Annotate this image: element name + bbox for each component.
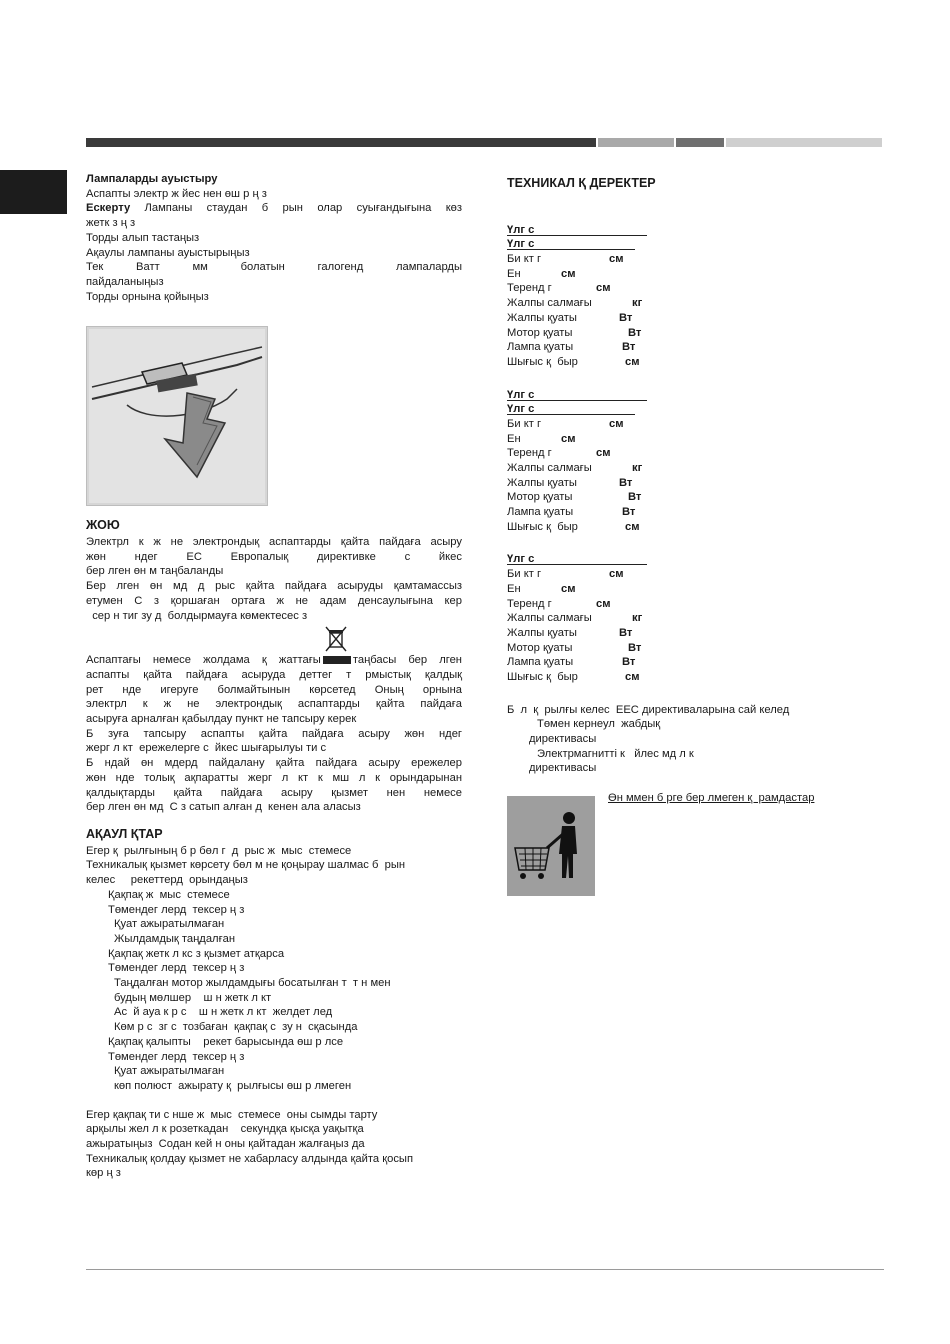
spec-table xyxy=(507,223,877,370)
spec-row xyxy=(507,505,877,520)
text-line: бер лген өн м таңбаланды xyxy=(86,565,224,578)
spec-row xyxy=(507,582,877,597)
spec-unit: Вт xyxy=(622,341,636,354)
troubleshoot-item: Жылдамдық таңдалған xyxy=(114,932,236,945)
directive-line: Электрмагниттi к йлес мд л к xyxy=(537,747,694,760)
spec-unit: см xyxy=(596,447,611,460)
spec-unit: см xyxy=(609,253,624,266)
spec-row xyxy=(507,597,877,612)
directive-line: директивасы xyxy=(529,762,597,775)
lamp-step: Ақаулы лампаны ауыстырыңыз xyxy=(86,246,250,259)
spec-unit: Вт xyxy=(628,641,642,654)
spec-row xyxy=(507,432,877,447)
text-line: сер н тиг зу д болдырмауға көмектесес з xyxy=(86,609,308,622)
spec-unit: см xyxy=(609,568,624,581)
lamp-step: Торды орнына қойыңыз xyxy=(86,290,209,303)
spec-label: Жалпы салмағы xyxy=(507,462,592,475)
directive-line: директивасы xyxy=(529,733,597,746)
disposal-paragraph-2 xyxy=(86,653,462,815)
troubleshoot-item: будың мөлшер ш н жетк л кт xyxy=(114,991,272,1004)
spec-unit: Вт xyxy=(628,491,642,504)
text-line: Техникалық қолдау қызмет не хабарласу алдында қайта қосып xyxy=(86,1152,414,1165)
spec-unit: Вт xyxy=(619,626,633,639)
text-line: жөн ндег ЕС Европалық директивке с йкес xyxy=(86,550,462,563)
disposal-paragraph-1 xyxy=(86,535,462,623)
model-label: Үлг с xyxy=(507,388,877,403)
footer-rule xyxy=(86,1269,884,1270)
text-line: етумен С з қоршаған ортаға ж не адам денсаулығына кер xyxy=(86,594,462,607)
spec-table xyxy=(507,552,877,684)
spec-unit: Вт xyxy=(622,506,636,519)
spec-row xyxy=(507,626,877,641)
model-label: Үлг с xyxy=(507,223,877,238)
spec-label: Би кт г xyxy=(507,253,542,266)
spec-row xyxy=(507,520,877,535)
text-line: арқылы жел л к розеткадан секундқа қысқа уақытқа xyxy=(86,1123,364,1136)
spec-label: Жалпы қуаты xyxy=(507,311,577,324)
spec-row xyxy=(507,267,877,282)
spec-label: Ен xyxy=(507,267,521,280)
spec-row xyxy=(507,311,877,326)
spec-row xyxy=(507,296,877,311)
spec-unit: кг xyxy=(632,297,643,310)
spec-row xyxy=(507,417,877,432)
lamp-warning-cont: жетк з ң з xyxy=(86,217,136,230)
spec-unit: см xyxy=(596,597,611,610)
header-band-dark xyxy=(86,138,596,147)
left-column xyxy=(86,172,462,1181)
text-line xyxy=(86,653,462,668)
spec-row xyxy=(507,611,877,626)
text-line: электрл к ж не электрондық аспаптарды қайта пайдаға xyxy=(86,698,462,711)
spec-row xyxy=(507,461,877,476)
spec-unit: см xyxy=(561,267,576,280)
spec-unit: Вт xyxy=(622,656,636,669)
troubleshoot-item: Қуат ажыратылмаған xyxy=(114,918,225,931)
spec-row xyxy=(507,252,877,267)
troubleshoot-item: Төмендег лерд тексер ң з xyxy=(108,962,245,975)
model-label: Үлг с xyxy=(507,552,877,567)
troubleshoot-item: Таңдалған мотор жылдамдығы босатылған т т н мен xyxy=(114,977,391,990)
spec-label: Теренд г xyxy=(507,597,552,610)
warning-label: Ескерту xyxy=(86,202,131,215)
troubleshoot-item: Көм р с зг с тозбаған қақпақ с зу н сқасында xyxy=(114,1021,358,1034)
spec-tables xyxy=(507,223,877,685)
spec-label: Ен xyxy=(507,582,521,595)
lamp-warning xyxy=(86,201,462,216)
text-line: асыруға арналған қабылдау пункт не тапсыру керек xyxy=(86,713,357,726)
troubleshoot-intro xyxy=(86,844,462,888)
spec-label: Жалпы қуаты xyxy=(507,626,577,639)
spec-label: Ен xyxy=(507,432,521,445)
troubleshoot-item: көп полюст ажырату қ рылғысы өш р лмеген xyxy=(114,1079,352,1092)
model-underline xyxy=(507,400,647,401)
troubleshoot-item: Қақпақ ж мыс стемесе xyxy=(108,888,230,901)
spec-row xyxy=(507,655,877,670)
text-line: жерг л кт ережелерге с йкес шығарылуы ти с xyxy=(86,742,327,755)
spec-unit: см xyxy=(561,432,576,445)
text-line: рет нде игеруге болмайтынын көрсетед Оның орнына xyxy=(86,683,462,696)
model-label: Үлг с xyxy=(507,237,877,252)
spec-unit: Вт xyxy=(628,326,642,339)
directive-line: Төмен кернеул жабдық xyxy=(537,718,661,731)
spec-label: Шығыс қ быр xyxy=(507,520,578,533)
troubleshoot-title: АҚАУЛ ҚТАР xyxy=(86,826,163,841)
text-line: Егер қ рылғының б р бөл г д рыс ж мыс стемесе xyxy=(86,844,352,857)
spec-table xyxy=(507,388,877,535)
spec-row xyxy=(507,446,877,461)
text-line: аспапты қайта пайдаға асыруда деттег т рмыстық қалдық xyxy=(86,668,462,681)
lamp-diagram-svg xyxy=(87,327,267,505)
troubleshoot-item: Төмендег лерд тексер ң з xyxy=(108,903,245,916)
lamp-step: Аспапты электр ж йес нен өш р ң з xyxy=(86,187,267,200)
text-line: Б зуға тапсыру аспапты қайта пайдаға асыру жөн ндег xyxy=(86,727,462,740)
spec-label: Лампа қуаты xyxy=(507,341,574,354)
spec-unit: см xyxy=(609,417,624,430)
spec-unit: Вт xyxy=(619,311,633,324)
text-line: Егер қақпақ ти с нше ж мыс стемесе оны сымды тарту xyxy=(86,1108,378,1121)
spec-unit: см xyxy=(625,520,640,533)
spec-label: Би кт г xyxy=(507,417,542,430)
troubleshoot-outro xyxy=(86,1108,462,1182)
troubleshoot-item: Ас й ауа к р с ш н жетк л кт желдет лед xyxy=(114,1006,333,1019)
lamp-section-title: Лампаларды ауыстыру xyxy=(86,173,218,185)
lamp-step: Тек Ватт мм болатын галогенд лампаларды xyxy=(86,261,462,274)
model-underline xyxy=(507,249,635,250)
lamp-step: пайдаланыңыз xyxy=(86,275,164,288)
spec-unit: см xyxy=(596,282,611,295)
weee-icon-row xyxy=(86,623,462,653)
spec-label: Теренд г xyxy=(507,447,552,460)
warning-text: Лампаны стаудан б рын олар суығандығына көз xyxy=(144,202,462,215)
spec-row xyxy=(507,340,877,355)
disposal-title: ЖОЮ xyxy=(86,518,120,533)
spec-label: Шығыс қ быр xyxy=(507,355,578,368)
spec-row xyxy=(507,567,877,582)
text-line: Электрл к ж не электрондық аспаптарды қайта пайдаға асыру xyxy=(86,536,462,549)
spec-label: Мотор қуаты xyxy=(507,641,573,654)
spec-row xyxy=(507,281,877,296)
cart-caption: Өн ммен б рге бер лмеген қ рамдастар xyxy=(608,792,815,804)
text-part: Аспаптағы немесе жолдама қ жаттағы xyxy=(86,654,321,667)
spec-label: Би кт г xyxy=(507,568,542,581)
text-line: келес рекеттерд орындаңыз xyxy=(86,874,248,887)
text-line: Техникалық қызмет көрсету бөл м не қоңырау шалмас б рын xyxy=(86,859,406,872)
spec-unit: кг xyxy=(632,612,643,625)
spec-label: Лампа қуаты xyxy=(507,656,574,669)
spec-label: Мотор қуаты xyxy=(507,326,573,339)
spec-label: Мотор қуаты xyxy=(507,491,573,504)
spec-row xyxy=(507,355,877,370)
spec-label: Жалпы салмағы xyxy=(507,297,592,310)
bin-bar-symbol xyxy=(323,656,351,664)
text-part: таңбасы бер лген xyxy=(352,654,462,667)
spec-row xyxy=(507,641,877,656)
spec-unit: см xyxy=(625,670,640,683)
spec-label: Лампа қуаты xyxy=(507,506,574,519)
text-line: жөн нде толық ақпаратты жерг л кт к мш л к орындарынан xyxy=(86,771,462,784)
troubleshoot-item: Қуат ажыратылмаған xyxy=(114,1065,225,1078)
text-line: Б ндай өн мдерд пайдалану қайта пайдаға асыру ережелер xyxy=(86,757,462,770)
header-band-darkgray xyxy=(676,138,724,147)
model-underline xyxy=(507,564,647,565)
spec-label: Жалпы салмағы xyxy=(507,612,592,625)
troubleshoot-item: Қақпақ қалыпты рекет барысында өш р лсе xyxy=(108,1035,344,1048)
spec-unit: см xyxy=(561,582,576,595)
tech-specs-title: ТЕХНИКАЛ Қ ДЕРЕКТЕР xyxy=(507,176,656,190)
spec-label: Шығыс қ быр xyxy=(507,670,578,683)
shopping-cart-illustration xyxy=(507,796,595,896)
text-line: ажыратыңыз Содан кей н оны қайтадан жалғаңыз да xyxy=(86,1138,365,1151)
spec-row xyxy=(507,326,877,341)
troubleshoot-item: Төмендег лерд тексер ң з xyxy=(108,1050,245,1063)
directive-line: Б л қ рылғы келес ЕЕС директиваларына сай келед xyxy=(507,703,790,716)
cart-person-icon xyxy=(507,796,595,896)
language-tab-marker xyxy=(0,170,67,214)
spec-unit: см xyxy=(625,355,640,368)
spec-unit: кг xyxy=(632,462,643,475)
text-line: Бер лген өн мд д рыс қайта пайдаға асыруды қамтамассыз xyxy=(86,580,462,593)
text-line: бер лген өн мд С з сатып алған д кенен ала аласыз xyxy=(86,801,361,814)
header-band-gray xyxy=(598,138,674,147)
spec-row xyxy=(507,476,877,491)
spec-row xyxy=(507,490,877,505)
lamp-replacement-illustration xyxy=(86,326,268,506)
model-underline xyxy=(507,235,647,236)
text-line: көр ң з xyxy=(86,1167,121,1180)
spec-label: Теренд г xyxy=(507,282,552,295)
crossed-bin-icon xyxy=(324,625,348,653)
model-underline xyxy=(507,414,635,415)
spec-label: Жалпы қуаты xyxy=(507,476,577,489)
directives-block xyxy=(507,703,877,777)
troubleshoot-item: Қақпақ жетк л кс з қызмет атқарса xyxy=(108,947,285,960)
lamp-step: Торды алып тастаңыз xyxy=(86,231,200,244)
troubleshoot-list xyxy=(86,888,462,1094)
spec-unit: Вт xyxy=(619,476,633,489)
right-column xyxy=(507,176,877,896)
header-band-light xyxy=(726,138,882,147)
spec-row xyxy=(507,670,877,685)
model-label: Үлг с xyxy=(507,402,877,417)
text-line: қалдықтарды қайта пайдаға асыру қызмет нен немесе xyxy=(86,786,462,799)
